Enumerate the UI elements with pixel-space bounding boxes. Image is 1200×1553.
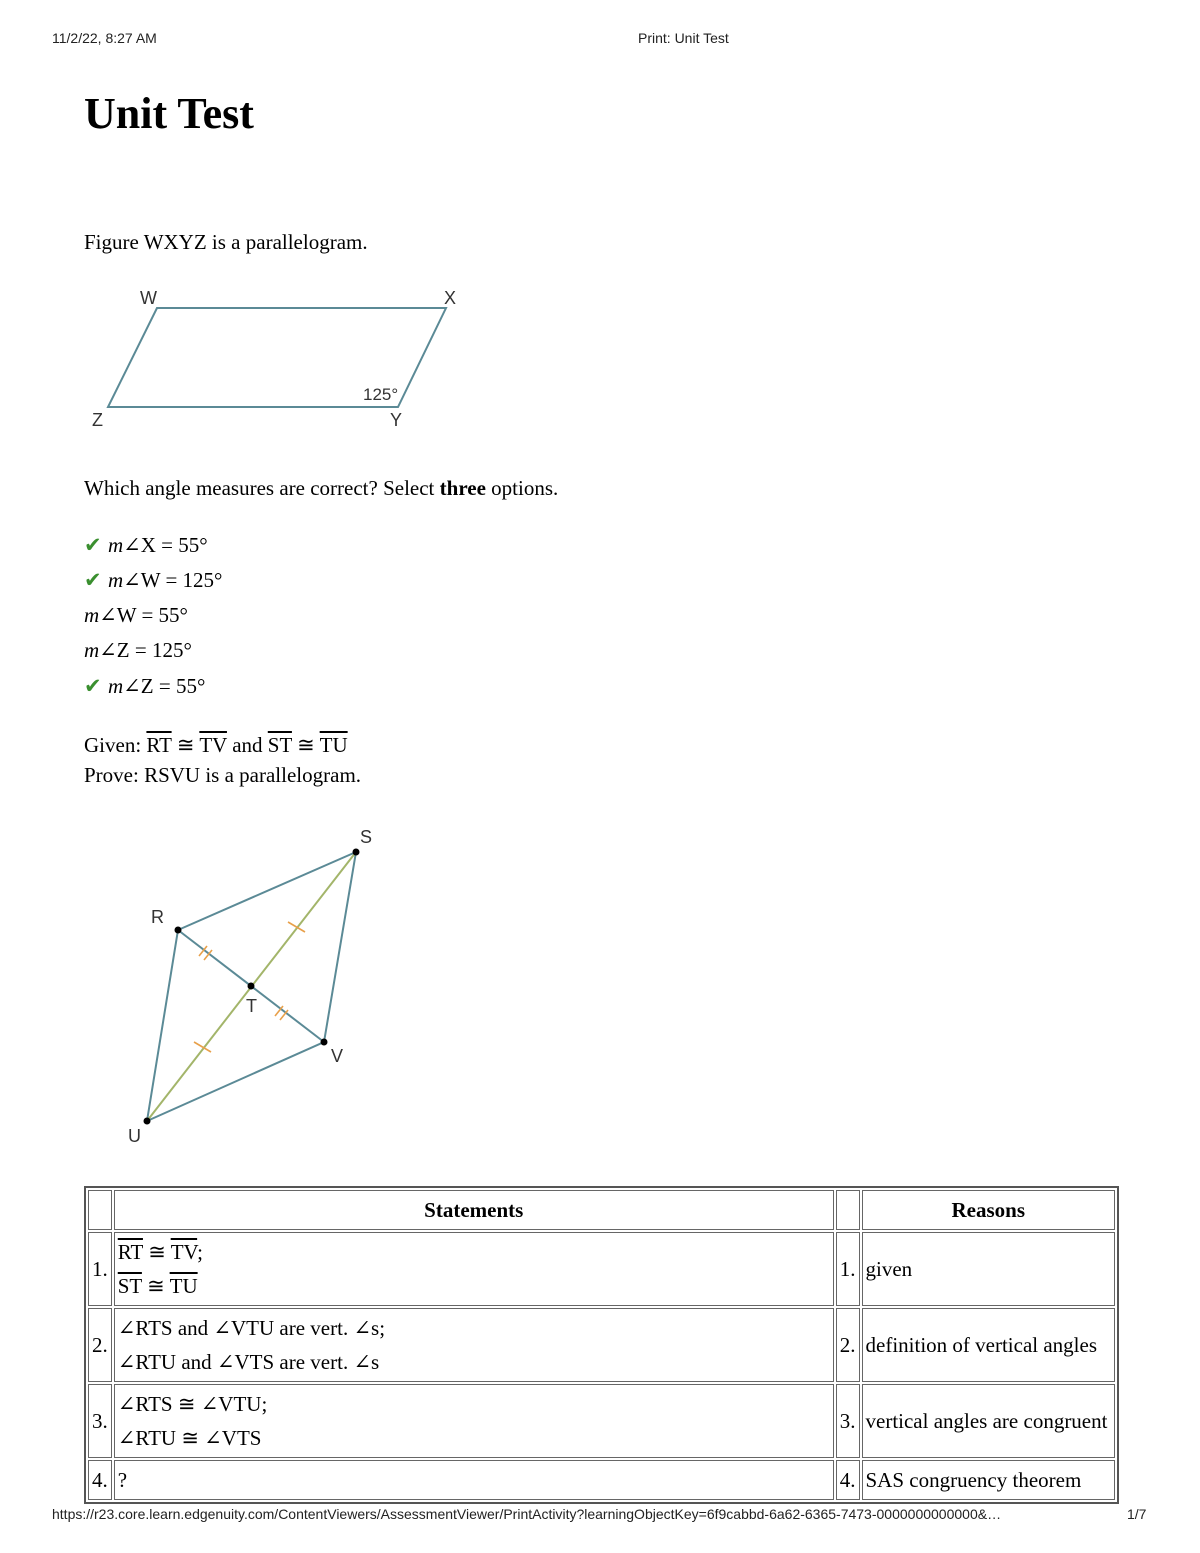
reason-number: 4.	[836, 1460, 860, 1500]
reason-cell: given	[862, 1232, 1116, 1306]
table-row	[88, 1308, 1115, 1382]
statement-cell: ?	[114, 1460, 834, 1500]
segment-tu: $\overline{TU}$	[319, 733, 348, 757]
table-row	[88, 1460, 1115, 1500]
point-t	[248, 983, 255, 990]
vertex-label-z: Z	[92, 410, 103, 430]
answer-option-text: ∠Z = 125°	[99, 638, 192, 662]
step-number: 1.	[88, 1232, 112, 1306]
q1-question-bold: three	[439, 476, 486, 500]
vertex-label-r: R	[151, 907, 164, 927]
segment-rt: $\overline{RT}$	[146, 733, 172, 757]
page-title: Unit Test	[84, 89, 254, 138]
q1-question-pre: Which angle measures are correct? Select	[84, 476, 440, 500]
answer-option-text: ∠W = 125°	[123, 568, 223, 592]
answer-option[interactable]: ✔ m∠X = 55°	[84, 533, 208, 557]
step-number: 4.	[88, 1460, 112, 1500]
print-url: https://r23.core.learn.edgenuity.com/ContentViewers/AssessmentViewer/PrintActivity?learningObjectKey=6f9cabbd-6a62-6365-7473-0000000000000&…	[52, 1506, 1002, 1522]
column-header-statements: Statements	[114, 1190, 834, 1230]
q1-question	[84, 476, 558, 501]
point-u	[144, 1118, 151, 1125]
step-number: 2.	[88, 1308, 112, 1382]
check-icon: ✔	[84, 674, 102, 698]
answer-option-text: ∠W = 55°	[99, 603, 188, 627]
point-s	[353, 849, 360, 856]
table-row	[88, 1384, 1115, 1458]
reason-number: 3.	[836, 1384, 860, 1458]
page-number: 1/7	[1127, 1506, 1147, 1522]
vertex-label-s: S	[360, 827, 373, 847]
print-title: Print: Unit Test	[638, 30, 729, 46]
parallelogram-wxyz-figure	[84, 280, 484, 440]
reason-cell: SAS congruency theorem	[862, 1460, 1116, 1500]
statement-cell: $\overline{RT}$ ≅ $\overline{TV}$; $\overline{ST}$ ≅ $\overline{TU}$	[114, 1232, 834, 1306]
vertex-label-t: T	[246, 996, 257, 1016]
statement-cell: ∠RTS and ∠VTU are vert. ∠s; ∠RTU and ∠VTS are vert. ∠s	[114, 1308, 834, 1382]
q1-question-post: options.	[485, 476, 559, 500]
vertex-label-x: X	[444, 288, 457, 308]
check-icon: ✔	[84, 568, 102, 592]
answer-option[interactable]: m∠Z = 125°	[84, 638, 192, 662]
column-header-reasons: Reasons	[862, 1190, 1116, 1230]
q2-given: Given: $\overline{RT}$ ≅ $\overline{TV}$ and $\overline{ST}$ ≅ $\overline{TU}$	[84, 733, 348, 757]
segment-tv: $\overline{TV}$	[199, 733, 227, 757]
reason-number: 2.	[836, 1308, 860, 1382]
reason-cell: definition of vertical angles	[862, 1308, 1116, 1382]
answer-option-text: ∠Z = 55°	[123, 674, 206, 698]
reason-cell: vertical angles are congruent	[862, 1384, 1116, 1458]
vertex-label-v: V	[331, 1046, 344, 1066]
statement-cell: ∠RTS ≅ ∠VTU; ∠RTU ≅ ∠VTS	[114, 1384, 834, 1458]
answer-option-text: ∠X = 55°	[123, 533, 208, 557]
segment-st: $\overline{ST}$	[267, 733, 292, 757]
angle-label-y: 125°	[363, 385, 399, 404]
quadrilateral-rsvu-figure	[100, 820, 400, 1150]
vertex-label-u: U	[128, 1126, 141, 1146]
print-datetime: 11/2/22, 8:27 AM	[52, 30, 157, 46]
vertex-label-w: W	[140, 288, 157, 308]
q1-prompt: Figure WXYZ is a parallelogram.	[84, 230, 368, 254]
table-header-row	[88, 1190, 1115, 1230]
point-r	[175, 927, 182, 934]
point-v	[321, 1039, 328, 1046]
reason-number: 1.	[836, 1232, 860, 1306]
step-number: 3.	[88, 1384, 112, 1458]
vertex-label-y: Y	[390, 410, 403, 430]
answer-option[interactable]: m∠W = 55°	[84, 603, 188, 627]
answer-option[interactable]: ✔ m∠W = 125°	[84, 568, 223, 592]
q2-prove: Prove: RSVU is a parallelogram.	[84, 763, 362, 787]
proof-table	[84, 1186, 1119, 1504]
answer-option[interactable]: ✔ m∠Z = 55°	[84, 674, 206, 698]
check-icon: ✔	[84, 533, 102, 557]
table-row	[88, 1232, 1115, 1306]
